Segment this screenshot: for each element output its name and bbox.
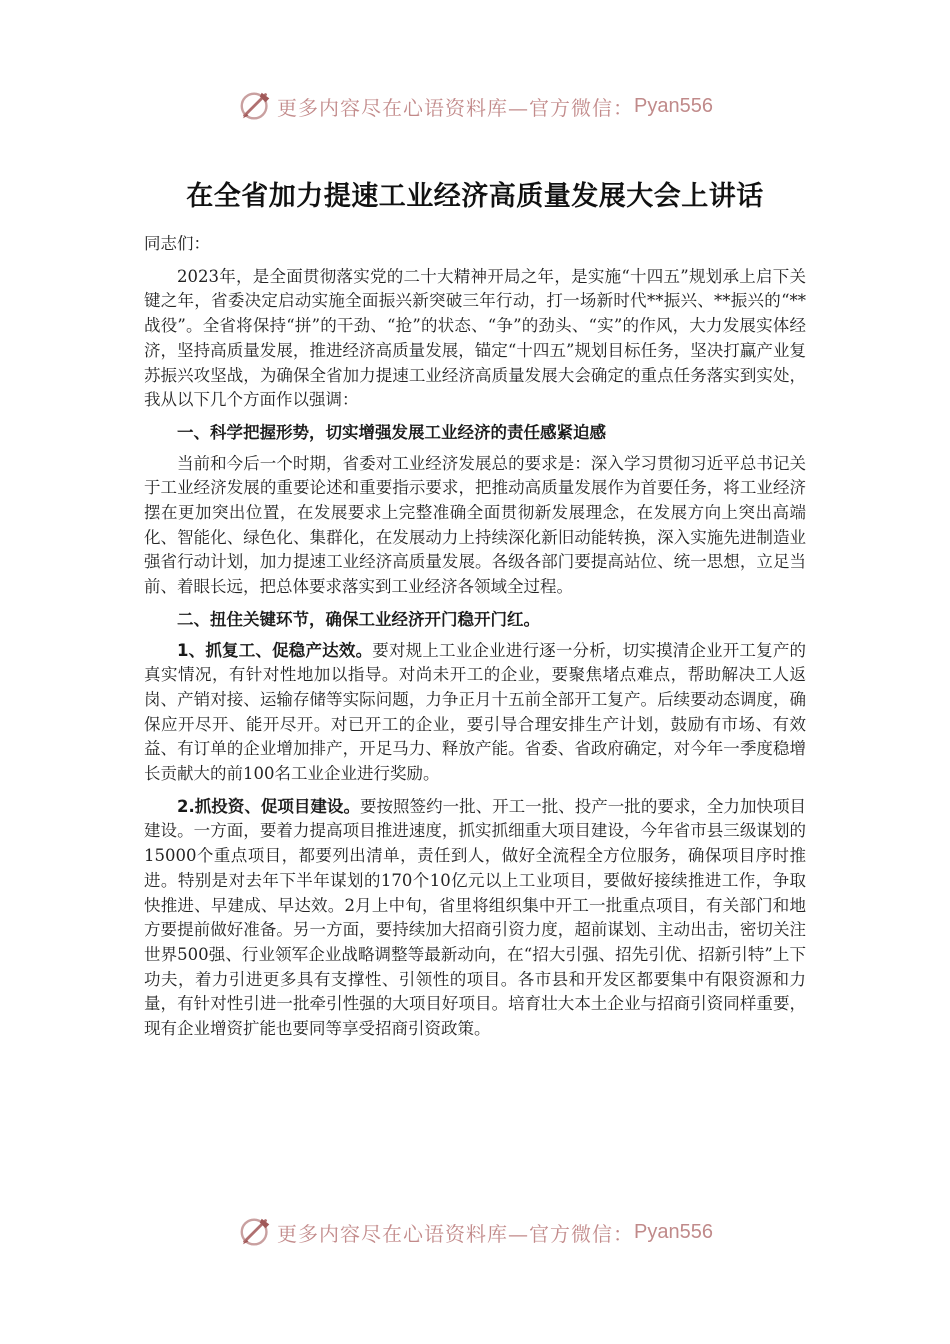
section-heading-1: 一、科学把握形势，切实增强发展工业经济的责任感紧迫感 bbox=[177, 422, 606, 442]
pen-logo-icon bbox=[237, 1213, 275, 1251]
document-body bbox=[144, 232, 806, 1042]
banner-wechat-id: Pyan556 bbox=[634, 94, 713, 117]
item-2-body: 要按照签约一批、开工一批、投产一批的要求，全力加快项目建设。一方面，要着力提高项目推进速度，抓实抓细重大项目建设，今年省市县三级谋划的15000个重点项目，都要列出清单，责任到人，做好全流程全方位服务，确保项目序时推进。特别是对去年下半年谋划的170个10亿元以上工业项目，要做好接续推进工作，争取快推进、早建成、早达效。2月上中旬，省里将组织集中开工一批重点项目，有关部门和地方要提前做好准备。另一方面，要持续加大招商引资力度，超前谋划、主动出击，密切关注世界500强、行业领军企业战略调整等最新动向，在“招大引强、招先引优、招新引特”上下功夫，着力引进更多具有支撑性、引领性的项目。各市县和开发区都要集中有限资源和力量，有针对性引进一批牵引性强的大项目好项目。培育壮大本土企业与招商引资同样重要，现有企业增资扩能也要同等享受招商引资政策。 bbox=[144, 796, 807, 1039]
header-watermark bbox=[0, 86, 950, 126]
footer-watermark bbox=[0, 1212, 950, 1252]
banner-wechat-id: Pyan556 bbox=[634, 1220, 713, 1243]
intro-paragraph: 2023年，是全面贯彻落实党的二十大精神开局之年，是实施“十四五”规划承上启下关键之年，省委决定启动实施全面振兴新突破三年行动，打一场新时代**振兴、**振兴的“**战役”。全省将保持“拼”的干劲、“抢”的状态、“争”的劲头、“实”的作风，大力发展实体经济，坚持高质量发展，推进经济高质量发展，锚定“十四五”规划目标任务，坚决打赢产业复苏振兴攻坚战，为确保全省加力提速工业经济高质量发展大会确定的重点任务落实到实处，我从以下几个方面作以强调： bbox=[144, 266, 806, 410]
item-1-body: 要对规上工业企业进行逐一分析，切实摸清企业开工复产的真实情况，有针对性地加以指导。对尚未开工的企业，要聚焦堵点难点，帮助解决工人返岗、产销对接、运输存储等实际问题，力争正月十五前全部开工复产。后续要动态调度，确保应开尽开、能开尽开。对已开工的企业，要引导合理安排生产计划，鼓励有市场、有效益、有订单的企业增加排产，开足马力、释放产能。省委、省政府确定，对今年一季度稳增长贡献大的前100名工业企业进行奖励。 bbox=[144, 640, 807, 784]
item-2-lead: 2.抓投资、促项目建设。 bbox=[177, 796, 360, 816]
section-1-paragraph: 当前和今后一个时期，省委对工业经济发展总的要求是：深入学习贯彻习近平总书记关于工业经济发展的重要论述和重要指示要求，把推动高质量发展作为首要任务，将工业经济摆在更加突出位置，在发展要求上完整准确全面贯彻新发展理念，在发展方向上突出高端化、智能化、绿色化、集群化，在发展动力上持续深化新旧动能转换，深入实施先进制造业强省行动计划，加力提速工业经济高质量发展。各级各部门要提高站位、统一思想，立足当前、着眼长远，把总体要求落实到工业经济各领域全过程。 bbox=[144, 453, 806, 597]
pen-logo-icon bbox=[237, 87, 275, 125]
item-1-lead: 1、抓复工、促稳产达效。 bbox=[177, 640, 373, 660]
banner-text: 更多内容尽在心语资料库—官方微信： bbox=[277, 1221, 635, 1246]
salutation: 同志们： bbox=[144, 234, 210, 253]
banner-text: 更多内容尽在心语资料库—官方微信： bbox=[277, 95, 635, 120]
item-1-paragraph bbox=[144, 639, 806, 787]
document-title: 在全省加力提速工业经济高质量发展大会上讲话 bbox=[186, 181, 764, 212]
item-2-paragraph bbox=[144, 795, 806, 1042]
section-heading-2: 二、扭住关键环节，确保工业经济开门稳开门红。 bbox=[177, 609, 540, 629]
